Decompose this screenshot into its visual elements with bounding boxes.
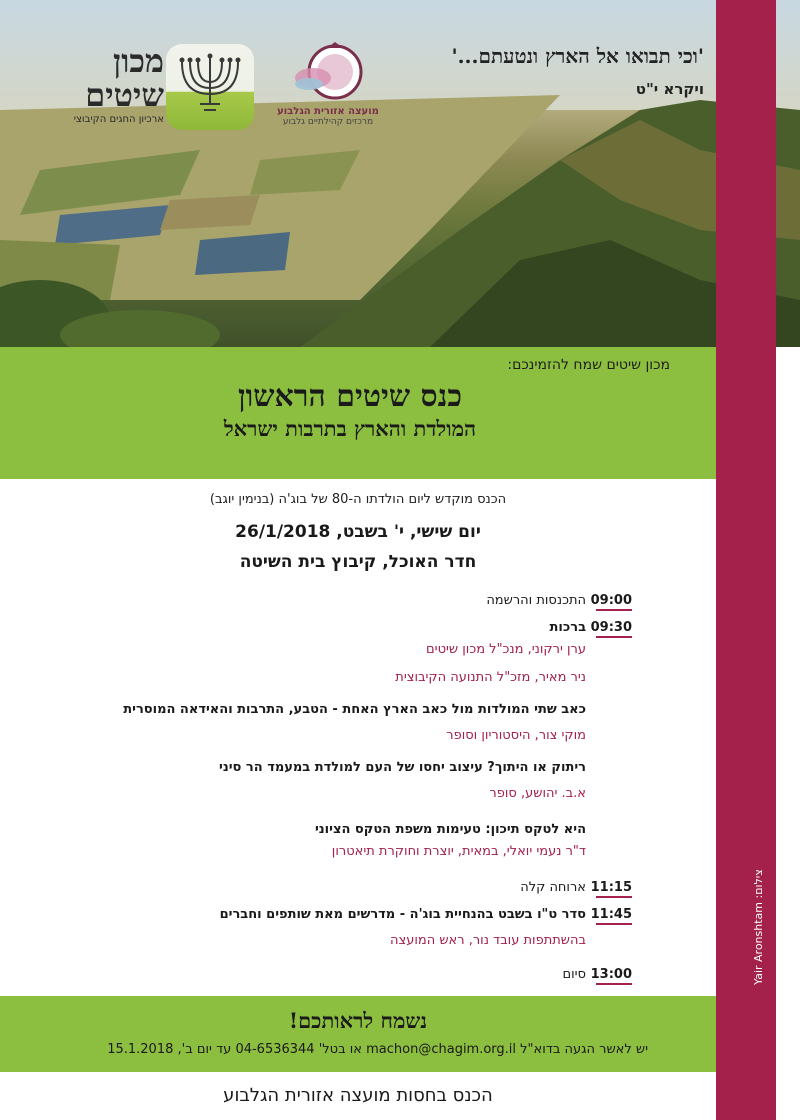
schedule-event: ארוחה קלה <box>520 880 586 895</box>
schedule-event: התכנסות והרשמה <box>486 593 586 608</box>
speaker-line: ד"ר נעמי יואלי, במאית, יוצרת וחוקרת תיאטרון <box>331 844 586 859</box>
schedule-time: 11:15 <box>596 880 632 898</box>
council-tagline: מרכזים קהילתיים גלבוע <box>282 117 374 127</box>
schedule-item <box>550 616 632 638</box>
registration-line: יש לאשר הגעה בדוא"ל machon@chagim.org.il או בטל' 04-6536344 עד יום ב', 15.1.2018 <box>107 1042 648 1057</box>
gilboa-council-logo <box>268 40 388 127</box>
lecture-title-main: היא לטקס תיכון: <box>485 822 586 837</box>
schedule-time: 11:45 <box>596 907 632 925</box>
schedule-time: 09:30 <box>596 620 632 638</box>
invite-line: מכון שיטים שמח להזמינכם: <box>507 357 670 373</box>
speaker-line: ניר מאיר, מזכ"ל התנועה הקיבוצית <box>395 670 586 685</box>
sitim-logo-tagline: ארכיון החגים הקיבוצי <box>73 114 164 125</box>
council-emblem-icon <box>293 40 363 102</box>
speaker-line: בהשתתפות עובד נור, ראש המועצה <box>390 933 586 948</box>
rsvp-title: נשמח לראותכם! <box>288 1008 428 1033</box>
lecture-title: כאב שתי המולדות מול כאב הארץ האחת - הטבע, התרבות והאידאה המוסרית <box>123 702 586 717</box>
menorah-icon <box>166 44 254 130</box>
schedule-event: סדר ט"ו בשבט בהנחיית בוג'ה - מדרשים מאת שותפים וחברים <box>219 907 586 922</box>
event-venue: חדר האוכל, קיבוץ בית השיטה <box>239 552 477 572</box>
conference-title: כנס שיטים הראשון <box>237 379 462 414</box>
speaker-line: א.ב. יהושע, סופר <box>489 786 586 801</box>
sponsor-footer: הכנס בחסות מועצה אזורית הגלבוע <box>223 1085 493 1106</box>
speaker-line: ערן ירקוני, מנכ"ל מכון שיטים <box>426 642 586 657</box>
verse-quote: 'וכי תבואו אל הארץ ונטעתם...' <box>451 44 704 68</box>
council-name: מועצה אזורית הגלבוע <box>277 106 379 117</box>
photo-credit: צילום: Yair Aronshtam <box>752 869 765 985</box>
sitim-logo-name: מכון שיטים <box>85 42 164 114</box>
lecture-title-rest: טעימות משפת הטקס הציוני <box>314 822 486 837</box>
dedication-line: הכנס מוקדש ליום הולדתו ה-80 של בוג'ה (בנימין יוגב) <box>209 492 507 507</box>
schedule-event: סיום <box>562 967 586 982</box>
schedule-item <box>220 903 632 925</box>
red-vertical-band <box>716 0 776 1120</box>
schedule-item <box>562 963 632 985</box>
event-date: יום שישי, י' בשבט, 26/1/2018 <box>235 522 481 542</box>
verse-source: ויקרא י"ט <box>635 80 704 98</box>
schedule-item <box>520 876 632 898</box>
sitim-logo-text <box>46 44 164 125</box>
rsvp-banner <box>0 996 716 1072</box>
schedule-event: ברכות <box>549 620 586 635</box>
title-banner <box>0 347 716 479</box>
speaker-line: מוקי צור, היסטוריון וסופר <box>446 728 586 743</box>
schedule-item <box>486 589 632 611</box>
conference-subtitle: המולדת והארץ בתרבות ישראל <box>223 416 477 441</box>
schedule-time: 09:00 <box>596 593 632 611</box>
schedule-time: 13:00 <box>596 967 632 985</box>
lecture-title <box>315 818 586 837</box>
lecture-title: ריתוק או היתוך? עיצוב יחסו של העם למולדת במעמד הר סיני <box>219 760 586 775</box>
